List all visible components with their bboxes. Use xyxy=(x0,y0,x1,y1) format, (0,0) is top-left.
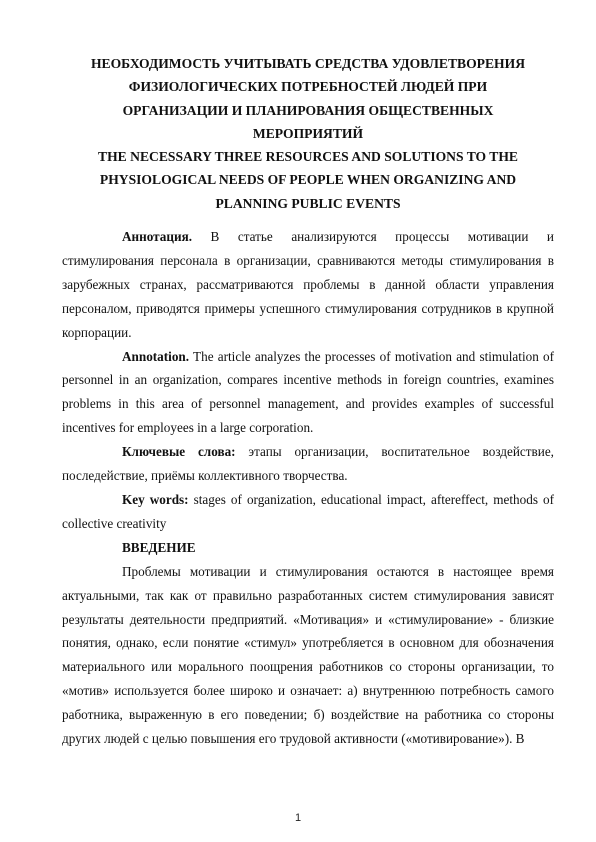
keywords-en-text: stages of organization, educational impact, aftereffect, methods of collective creativity xyxy=(62,491,554,531)
annotation-ru xyxy=(62,225,554,345)
annotation-en-label: Annotation. xyxy=(122,348,190,364)
article-body xyxy=(62,225,554,751)
page-number: 1 xyxy=(294,812,302,824)
annotation-ru-text: В статье анализируются процессы мотивации и стимулирования персонала в организации, сравниваются методы стимулирования в зарубежных странах, рассматриваются проблемы в данной области управления персоналом, приводятся примеры успешного стимулирования сотрудников в крупной корпорации. xyxy=(62,229,554,340)
keywords-en-label: Key words: xyxy=(122,491,189,507)
title-ru-line: ОРГАНИЗАЦИИ И ПЛАНИРОВАНИЯ ОБЩЕСТВЕННЫХ xyxy=(122,102,494,118)
title-ru-line: НЕОБХОДИМОСТЬ УЧИТЫВАТЬ СРЕДСТВА УДОВЛЕТВОРЕНИЯ xyxy=(90,56,526,71)
section-heading-intro: ВВЕДЕНИЕ xyxy=(122,539,196,555)
title-ru-line: МЕРОПРИЯТИЙ xyxy=(252,125,364,141)
keywords-ru-text: этапы организации, воспитательное воздействие, последействие, приёмы коллективного творчества. xyxy=(62,444,554,484)
keywords-ru-label: Ключевые слова: xyxy=(122,444,236,460)
intro-paragraph: Проблемы мотивации и стимулирования остаются в настоящее время актуальными, так как от правильно разработанных систем стимулирования зависят результаты деятельности предприятий. «Мотивация» и «стимулирование» - близкие понятия, однако, если понятие «стимул» употребляется в основном для обозначения материального или морального поощрения работников со стороны организации, то «мотив» используется более широко и означает: а) внутреннюю потребность самого работника, выраженную в его поведении; б) воздействие на работника со стороны других людей с целью повышения его трудовой активности («мотивирование»). В xyxy=(62,563,554,747)
title-en-line: PHYSIOLOGICAL NEEDS OF PEOPLE WHEN ORGANIZING AND xyxy=(99,172,517,188)
annotation-en xyxy=(62,345,554,441)
annotation-ru-label: Аннотация. xyxy=(122,229,193,244)
keywords-ru xyxy=(62,440,554,488)
annotation-en-text: The article analyzes the processes of motivation and stimulation of personnel in an organization, compares incentive methods in foreign countries, examines problems in this area of personnel management, and provides examples of successful incentives for employees in a large corporation. xyxy=(62,348,554,436)
keywords-en xyxy=(62,488,554,536)
title-en-line: PLANNING PUBLIC EVENTS xyxy=(215,195,401,211)
title-block xyxy=(62,52,554,215)
title-en-line: THE NECESSARY THREE RESOURCES AND SOLUTIONS TO THE xyxy=(98,149,518,165)
title-ru-line: ФИЗИОЛОГИЧЕСКИХ ПОТРЕБНОСТЕЙ ЛЮДЕЙ ПРИ xyxy=(128,79,488,95)
